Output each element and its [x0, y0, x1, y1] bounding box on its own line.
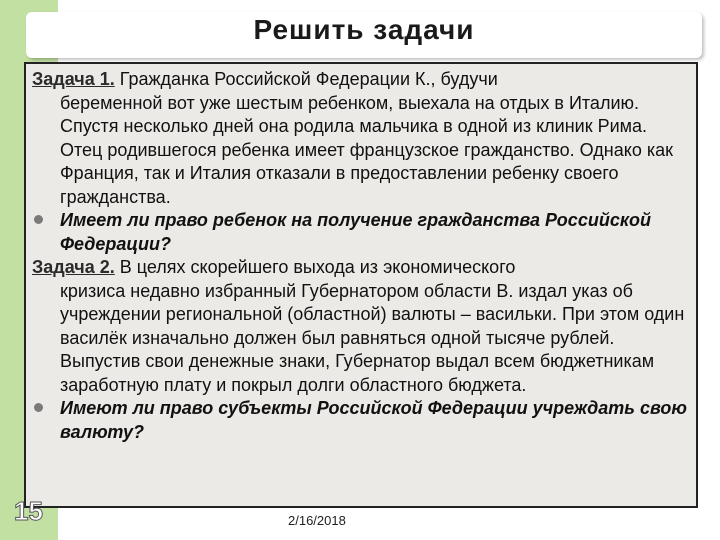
content-box	[24, 62, 698, 508]
task-1-label: Задача 1.	[32, 69, 115, 89]
task-2-text: кризиса недавно избранный Губернатором области В. издал указ об учреждении региональной (областной) валюты – васильки. При этом один василёк изначально должен был равняться одной тысяче рублей. Выпустив свои денежные знаки, Губернатор выдал всем бюджетникам заработную плату и покрыл долги областного бюджета.	[60, 280, 685, 395]
slide-number: 15	[14, 496, 43, 526]
bullet-icon	[34, 215, 43, 224]
bullet-icon	[34, 403, 43, 412]
slide-date: 2/16/2018	[288, 513, 346, 528]
task-2-first-line: В целях скорейшего выхода из экономического	[114, 257, 516, 277]
task-2-question-text: Имеют ли право субъекты Российской Федерации учреждать свою валюту?	[60, 398, 687, 442]
task-2	[32, 256, 690, 397]
task-1	[32, 68, 690, 209]
task-2-label: Задача 2.	[32, 257, 115, 277]
task-1-text: беременной вот уже шестым ребенком, выехала на отдых в Италию. Спустя несколько дней она родила мальчика в одной из клиник Рима. Отец родившегося ребенка имеет французское гражданство. Однако как Франция, так и Италия отказали в предоставлении ребенку своего гражданства.	[60, 92, 673, 207]
task-1-question-text: Имеет ли право ребенок на получение гражданства Российской Федерации?	[60, 210, 651, 254]
task-2-question	[32, 397, 690, 444]
task-1-first-line: Гражданка Российской Федерации К., будучи	[114, 69, 498, 89]
slide-title: Решить задачи	[253, 14, 475, 45]
task-1-question	[32, 209, 690, 256]
